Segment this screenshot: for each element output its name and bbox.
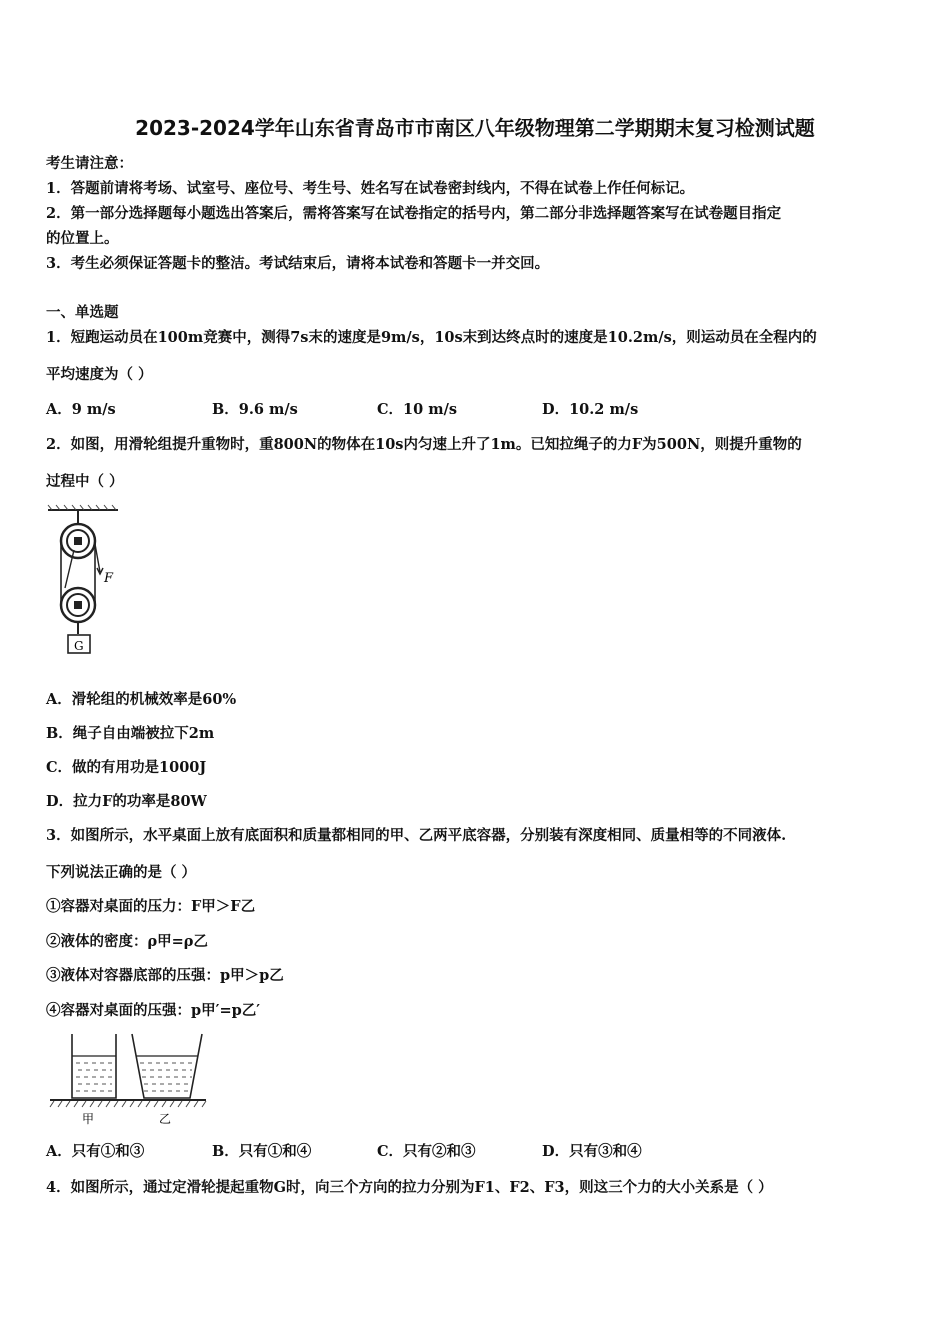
notice-heading: 考生请注意： <box>46 155 133 172</box>
notice-item-2-cont: 的位置上。 <box>46 230 119 247</box>
q1-stem-line1: 1．短跑运动员在100m竞赛中，测得7s末的速度是9m/s，10s末到达终点时的速度是10.2m/s，则运动员在全程内的 <box>46 329 817 346</box>
weight-label-g: G <box>74 639 84 653</box>
q2-stem-line2: 过程中（ ） <box>46 473 124 490</box>
force-label-f: F <box>104 571 114 586</box>
q3-stem-line1: 3．如图所示，水平桌面上放有底面积和质量都相同的甲、乙两平底容器，分别装有深度相同、质量相等的不同液体. <box>46 827 787 844</box>
containers-figure <box>46 1030 211 1128</box>
q2-option-b[interactable]: B．绳子自由端被拉下2m <box>46 725 215 742</box>
q1-option-b[interactable]: B．9.6 m/s <box>212 401 298 418</box>
q3-option-d[interactable]: D．只有③和④ <box>542 1143 642 1160</box>
notice-item-2: 2．第一部分选择题每小题选出答案后，需将答案写在试卷指定的括号内，第二部分非选择题答案写在试卷题目指定 <box>46 205 782 222</box>
q2-option-a[interactable]: A．滑轮组的机械效率是60% <box>46 691 237 708</box>
notice-item-1: 1．答题前请将考场、试室号、座位号、考生号、姓名写在试卷密封线内，不得在试卷上作任何标记。 <box>46 180 695 197</box>
q3-option-c[interactable]: C．只有②和③ <box>377 1143 476 1160</box>
q1-option-a[interactable]: A．9 m/s <box>46 401 116 418</box>
section-heading: 一、单选题 <box>46 304 119 321</box>
q3-option-a[interactable]: A．只有①和③ <box>46 1143 145 1160</box>
page-title: 2023-2024学年山东省青岛市市南区八年级物理第二学期期末复习检测试题 <box>135 116 815 140</box>
q3-option-b[interactable]: B．只有①和④ <box>212 1143 312 1160</box>
pulley-system-figure <box>46 504 126 656</box>
q1-option-d[interactable]: D．10.2 m/s <box>542 401 639 418</box>
q1-stem-line2: 平均速度为（ ） <box>46 366 153 383</box>
q4-stem-line1: 4．如图所示，通过定滑轮提起重物G时，向三个方向的拉力分别为F1、F2、F3，则这三个力的大小关系是（ ） <box>46 1179 773 1196</box>
q3-statement-2: ②液体的密度：ρ甲=ρ乙 <box>46 933 208 950</box>
container-label-jia: 甲 <box>82 1112 95 1126</box>
q3-stem-line2: 下列说法正确的是（ ） <box>46 864 197 881</box>
q2-option-c[interactable]: C．做的有用功是1000J <box>46 759 207 776</box>
container-label-yi: 乙 <box>159 1112 172 1126</box>
q3-statement-1: ①容器对桌面的压力：F甲＞F乙 <box>46 898 256 915</box>
q3-statement-4: ④容器对桌面的压强：p甲′=p乙′ <box>46 1002 261 1019</box>
q3-statement-3: ③液体对容器底部的压强：p甲＞p乙 <box>46 967 284 984</box>
q1-option-c[interactable]: C．10 m/s <box>377 401 458 418</box>
q2-stem-line1: 2．如图，用滑轮组提升重物时，重800N的物体在10s内匀速上升了1m。已知拉绳子的力F为500N，则提升重物的 <box>46 436 802 453</box>
notice-item-3: 3．考生必须保证答题卡的整洁。考试结束后，请将本试卷和答题卡一并交回。 <box>46 255 550 272</box>
q2-option-d[interactable]: D．拉力F的功率是80W <box>46 793 207 810</box>
